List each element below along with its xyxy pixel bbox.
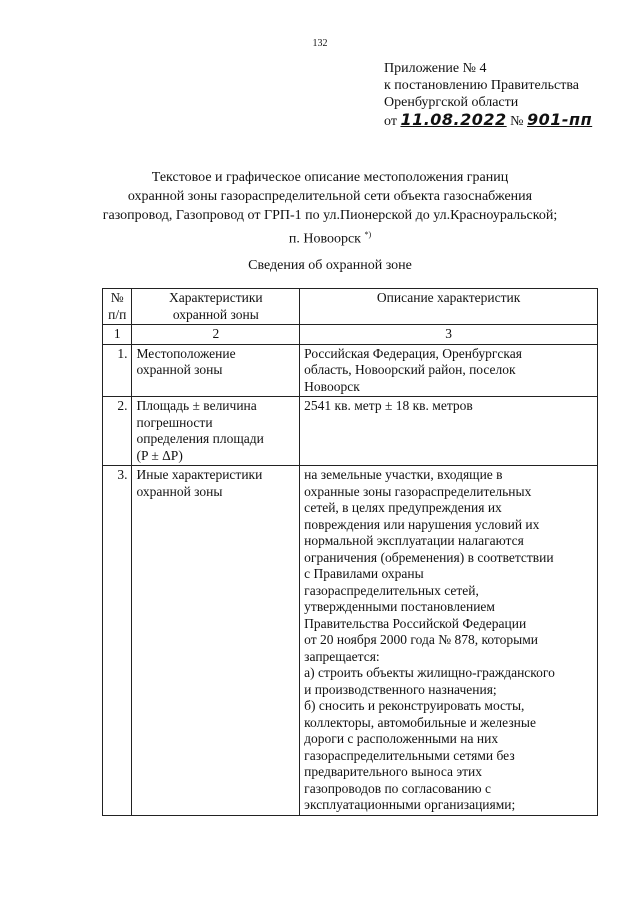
appendix-line-3: Оренбургской области — [384, 95, 519, 110]
row-num: 1. — [103, 344, 132, 397]
index-cell: 1 — [103, 325, 132, 345]
date-prefix: от — [384, 114, 397, 129]
title-line-2: охранной зоны газораспределительной сети объекта газоснабжения — [127, 189, 533, 204]
number-prefix: № — [510, 114, 524, 129]
appendix-date-line — [384, 111, 624, 130]
handwritten-date: 11.08.2022 — [400, 110, 507, 129]
handwritten-number: 901-пп — [527, 110, 593, 129]
title-line-3: газопровод, Газопровод от ГРП-1 по ул.Пионерской до ул.Красноуральской; — [102, 208, 558, 223]
row-num: 2. — [103, 397, 132, 466]
page-number: 132 — [312, 38, 328, 49]
table-index-row — [103, 325, 598, 345]
table-row — [103, 466, 598, 816]
table-header-row — [103, 289, 598, 325]
row-characteristic: Площадь ± величина погрешности определения площади (P ± ΔP) — [132, 397, 300, 466]
table-row — [103, 397, 598, 466]
appendix-block — [384, 60, 624, 130]
row-characteristic: Иные характеристики охранной зоны — [132, 466, 300, 816]
header-description: Описание характеристик — [300, 289, 598, 325]
appendix-line-2: к постановлению Правительства — [384, 78, 580, 93]
title-line-1: Текстовое и графическое описание местоположения границ — [151, 170, 509, 185]
index-cell: 2 — [132, 325, 300, 345]
index-cell: 3 — [300, 325, 598, 345]
document-title — [60, 168, 600, 249]
row-num: 3. — [103, 466, 132, 816]
appendix-title: Приложение № 4 — [384, 61, 487, 76]
row-description: 2541 кв. метр ± 18 кв. метров — [300, 397, 598, 466]
row-characteristic: Местоположение охранной зоны — [132, 344, 300, 397]
title-line-4 — [60, 225, 600, 249]
section-heading: Сведения об охранной зоне — [248, 258, 412, 273]
header-characteristic: Характеристики охранной зоны — [132, 289, 300, 325]
row-description: на земельные участки, входящие в охранные зоны газораспределительных сетей, в целях предупреждения их повреждения или нарушения условий их нормальной эксплуатации налагаются ограничения (обременения) в соответствии с Правилами охраны газораспределительных сетей, утвержденными постановлением Правительства Российской Федерации от 20 ноября 2000 года № 878, которыми запрещается: а) строить объекты жилищно-гражданского и производственного назначения; б) сносить и реконструировать мосты, коллекторы, автомобильные и железные дороги с расположенными на них газораспределительными сетями без предварительного выноса этих газопроводов по согласованию с эксплуатационными организациями; — [300, 466, 598, 816]
table-row — [103, 344, 598, 397]
footnote-mark: *) — [364, 230, 372, 239]
title-locality: п. Новоорск — [288, 231, 361, 247]
zone-info-table — [102, 288, 598, 816]
row-description: Российская Федерация, Оренбургская область, Новоорский район, поселок Новоорск — [300, 344, 598, 397]
header-num: № п/п — [103, 289, 132, 325]
